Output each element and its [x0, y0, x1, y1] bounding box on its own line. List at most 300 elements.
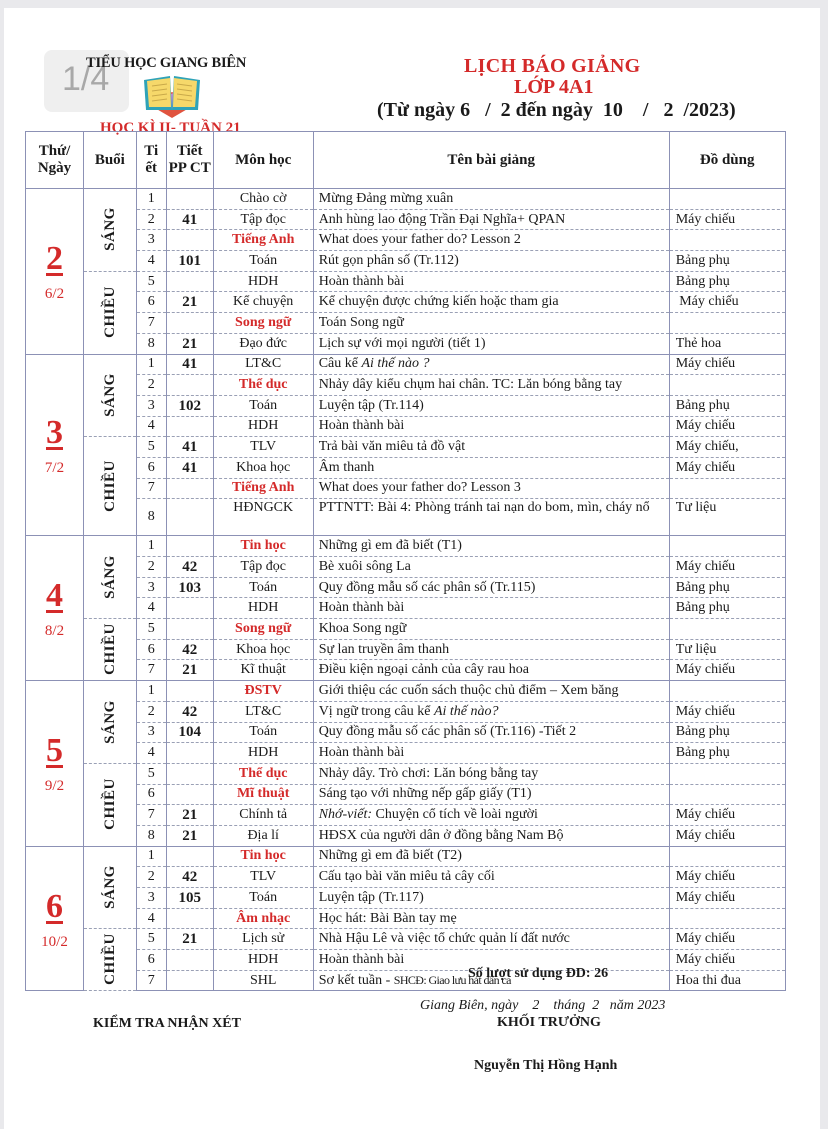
lesson-text: Âm thanh [318, 459, 375, 475]
lesson-title [313, 619, 669, 640]
lesson-title [313, 313, 669, 334]
lesson-text: What does your father do? Lesson 3 [318, 480, 521, 496]
lesson-text: Hoàn thành bài [318, 951, 405, 967]
grade-head-label: KHỐI TRƯỞNG [497, 1015, 601, 1030]
period-number: 4 [136, 251, 166, 272]
ppct-number: 21 [166, 292, 213, 313]
day-number: 5 [46, 732, 63, 770]
table-row [26, 271, 786, 292]
subject-name: Toán [213, 577, 313, 598]
table-row [26, 825, 786, 846]
place-date: Giang Biên, ngày 2 tháng 2 năm 2023 [420, 998, 666, 1013]
subject-name: TLV [213, 437, 313, 458]
period-number: 3 [136, 888, 166, 909]
lesson-text: Khoa Song ngữ [318, 620, 407, 636]
equipment [669, 478, 785, 499]
subject-name: HDH [213, 598, 313, 619]
table-row [26, 375, 786, 396]
equipment: Máy chiếu [669, 867, 785, 888]
lesson-condensed: SHCĐ: Giao lưu hát dân ca [393, 973, 511, 988]
ppct-number [166, 499, 213, 536]
lesson-italic: Ai thế nào ? [361, 356, 430, 372]
lesson-title [313, 763, 669, 784]
session-label: SÁNG [101, 373, 118, 417]
period-number: 1 [136, 846, 166, 867]
ppct-number: 101 [166, 251, 213, 272]
session-cell [84, 846, 137, 929]
table-header-row [26, 132, 786, 189]
session-cell [84, 437, 137, 536]
subject-name: Tin học [213, 846, 313, 867]
period-number: 5 [136, 763, 166, 784]
lesson-text: What does your father do? Lesson 2 [318, 232, 521, 248]
lesson-text: Luyện tập (Tr.114) [318, 397, 424, 413]
lesson-text: Sơ kết tuần - [318, 973, 394, 989]
ppct-number: 42 [166, 701, 213, 722]
review-label: KIỂM TRA NHẬN XÉT [93, 1016, 241, 1031]
period-number: 4 [136, 743, 166, 764]
table-row [26, 639, 786, 660]
schedule-table [25, 131, 786, 991]
lesson-title [313, 660, 669, 681]
subject-name: Tin học [213, 536, 313, 557]
equipment: Máy chiếu [669, 209, 785, 230]
lesson-text: PTTNTT: Bài 4: Phòng tránh tai nạn do bom, mìn, cháy nổ [318, 500, 650, 516]
lesson-text: Nhảy dây. Trò chơi: Lăn bóng bằng tay [318, 765, 539, 781]
equipment [669, 908, 785, 929]
col-header-subject: Môn học [213, 132, 313, 189]
lesson-title [313, 416, 669, 437]
lesson-title [313, 457, 669, 478]
table-row [26, 416, 786, 437]
period-number: 3 [136, 395, 166, 416]
lesson-text: Nhà Hậu Lê và việc tổ chức quản lí đất nước [318, 931, 570, 947]
period-number: 3 [136, 230, 166, 251]
ppct-number [166, 846, 213, 867]
ppct-number [166, 619, 213, 640]
table-row [26, 577, 786, 598]
ppct-number [166, 313, 213, 334]
ppct-number [166, 970, 213, 991]
lesson-text: Lịch sự với mọi người (tiết 1) [318, 335, 486, 351]
equipment: Máy chiếu [669, 416, 785, 437]
subject-name: TLV [213, 867, 313, 888]
lesson-italic-prefix: Nhớ-viết: [318, 807, 373, 823]
ppct-number [166, 536, 213, 557]
period-number: 3 [136, 577, 166, 598]
school-name: TIỂU HỌC GIANG BIÊN [86, 55, 247, 71]
subject-name: Song ngữ [213, 313, 313, 334]
equipment: Máy chiếu [669, 457, 785, 478]
period-number: 7 [136, 805, 166, 826]
day-cell [26, 536, 84, 681]
ppct-number [166, 230, 213, 251]
equipment [669, 619, 785, 640]
ppct-number: 41 [166, 354, 213, 375]
session-label: SÁNG [101, 699, 118, 744]
subject-name: Chào cờ [213, 189, 313, 210]
col-header-day: Thứ/ Ngày [26, 132, 84, 189]
lesson-title [313, 478, 669, 499]
lesson-title [313, 395, 669, 416]
lesson-title [313, 784, 669, 805]
subject-name: Kể chuyện [213, 292, 313, 313]
day-date: 9/2 [44, 778, 65, 795]
subject-name: SHL [213, 970, 313, 991]
table-row [26, 867, 786, 888]
table-row [26, 950, 786, 971]
equipment [669, 189, 785, 210]
lesson-text: Mừng Đảng mừng xuân [318, 190, 454, 206]
lesson-text: Giới thiệu các cuốn sách thuộc chủ điểm – Xem băng [318, 682, 619, 698]
subject-name: Lịch sử [213, 929, 313, 950]
period-number: 1 [136, 536, 166, 557]
lesson-text: Anh hùng lao động Trần Đại Nghĩa+ QPAN [318, 211, 566, 227]
open-book-icon [138, 70, 206, 122]
ppct-number: 103 [166, 577, 213, 598]
period-number: 4 [136, 416, 166, 437]
day-cell [26, 189, 84, 355]
lesson-title [313, 639, 669, 660]
subject-name: Thể dục [213, 375, 313, 396]
session-label: CHIỀU [101, 933, 118, 986]
day-number: 6 [46, 887, 63, 925]
ppct-number [166, 784, 213, 805]
signer-name: Nguyễn Thị Hồng Hạnh [474, 1058, 618, 1073]
lesson-text: Bè xuôi sông La [318, 558, 411, 574]
lesson-title [313, 292, 669, 313]
table-row [26, 499, 786, 536]
period-number: 4 [136, 908, 166, 929]
lesson-title [313, 681, 669, 702]
session-cell [84, 189, 137, 272]
subject-name: Địa lí [213, 825, 313, 846]
equipment: Hoa thi đua [669, 970, 785, 991]
ppct-number: 21 [166, 929, 213, 950]
equipment: Bảng phụ [669, 251, 785, 272]
period-number: 2 [136, 867, 166, 888]
table-row [26, 437, 786, 458]
session-cell [84, 619, 137, 681]
equipment: Máy chiếu [669, 805, 785, 826]
ppct-number [166, 189, 213, 210]
period-number: 5 [136, 619, 166, 640]
session-label: SÁNG [101, 554, 118, 599]
period-number: 1 [136, 189, 166, 210]
equipment: Máy chiếu [669, 950, 785, 971]
lesson-title [313, 230, 669, 251]
equipment: Máy chiếu [669, 660, 785, 681]
day-date: 8/2 [44, 623, 65, 640]
equipment: Máy chiếu, [669, 437, 785, 458]
period-number: 5 [136, 271, 166, 292]
period-number: 7 [136, 313, 166, 334]
table-row [26, 970, 786, 991]
lesson-text: Điều kiện ngoại cảnh của cây rau hoa [318, 662, 529, 678]
ppct-number [166, 598, 213, 619]
period-number: 6 [136, 950, 166, 971]
subject-name: Tiếng Anh [213, 230, 313, 251]
equipment: Bảng phụ [669, 395, 785, 416]
ppct-number [166, 375, 213, 396]
subject-name: LT&C [213, 354, 313, 375]
class-label: LỚP 4A1 [514, 76, 594, 98]
day-date: 7/2 [44, 459, 65, 476]
subject-name: Song ngữ [213, 619, 313, 640]
period-number: 2 [136, 557, 166, 578]
lesson-text: Nhảy dây kiểu chụm hai chân. TC: Lăn bóng bằng tay [318, 377, 623, 393]
ppct-number: 41 [166, 457, 213, 478]
table-row [26, 313, 786, 334]
subject-name: HDH [213, 416, 313, 437]
lesson-text: Vị ngữ trong câu kể [318, 703, 434, 719]
table-row [26, 619, 786, 640]
lesson-text: Sáng tạo với những nếp gấp giấy (T1) [318, 786, 532, 802]
equipment: Bảng phụ [669, 577, 785, 598]
table-row [26, 722, 786, 743]
col-header-period: Ti ết [136, 132, 166, 189]
lesson-text: Hoàn thành bài [318, 600, 405, 616]
session-cell [84, 536, 137, 619]
table-row [26, 908, 786, 929]
ppct-number: 42 [166, 557, 213, 578]
semester-week-label: HỌC KÌ II- TUẦN 21 [100, 120, 241, 136]
session-label: SÁNG [101, 207, 118, 252]
subject-name: Tiếng Anh [213, 478, 313, 499]
subject-name: Toán [213, 722, 313, 743]
equipment [669, 681, 785, 702]
table-row [26, 209, 786, 230]
subject-name: Âm nhạc [213, 908, 313, 929]
subject-name: Khoa học [213, 457, 313, 478]
period-number: 8 [136, 499, 166, 536]
lesson-title [313, 743, 669, 764]
subject-name: Thể dục [213, 763, 313, 784]
period-number: 8 [136, 333, 166, 354]
period-number: 7 [136, 970, 166, 991]
period-number: 6 [136, 457, 166, 478]
lesson-title [313, 536, 669, 557]
lesson-text: Chuyện cổ tích về loài người [372, 807, 538, 823]
lesson-title [313, 209, 669, 230]
session-cell [84, 354, 137, 437]
period-number: 5 [136, 437, 166, 458]
equipment: Máy chiếu [669, 888, 785, 909]
equipment [669, 230, 785, 251]
equipment: Tư liệu [669, 639, 785, 660]
equipment: Bảng phụ [669, 743, 785, 764]
ppct-number: 102 [166, 395, 213, 416]
schedule-body [26, 189, 786, 991]
ppct-number [166, 416, 213, 437]
session-cell [84, 271, 137, 354]
subject-name: HĐNGCK [213, 499, 313, 536]
subject-name: HDH [213, 271, 313, 292]
ppct-number: 41 [166, 209, 213, 230]
table-row [26, 846, 786, 867]
subject-name: Chính tả [213, 805, 313, 826]
subject-name: Toán [213, 395, 313, 416]
lesson-text: HĐSX của người dân ở đồng bằng Nam Bộ [318, 827, 564, 843]
ppct-number: 21 [166, 825, 213, 846]
lesson-title [313, 333, 669, 354]
table-row [26, 701, 786, 722]
period-number: 5 [136, 929, 166, 950]
table-row [26, 660, 786, 681]
period-number: 1 [136, 354, 166, 375]
period-number: 1 [136, 681, 166, 702]
lesson-title [313, 577, 669, 598]
lesson-title [313, 437, 669, 458]
lesson-text: Kể chuyện được chứng kiến hoặc tham gia [318, 294, 559, 310]
ppct-number [166, 681, 213, 702]
lesson-text: Những gì em đã biết (T2) [318, 848, 462, 864]
ppct-number: 42 [166, 639, 213, 660]
lesson-title [313, 557, 669, 578]
subject-name: Toán [213, 251, 313, 272]
document-title: LỊCH BÁO GIẢNG [464, 55, 641, 77]
lesson-title [313, 499, 669, 536]
lesson-text: Cấu tạo bài văn miêu tả cây cối [318, 869, 495, 885]
page-indicator: 1/4 [44, 50, 129, 112]
ppct-number [166, 908, 213, 929]
equipment: Máy chiếu [669, 354, 785, 375]
table-row [26, 743, 786, 764]
period-number: 6 [136, 784, 166, 805]
ppct-number: 105 [166, 888, 213, 909]
lesson-title [313, 354, 669, 375]
session-cell [84, 763, 137, 846]
equipment: Tư liệu [669, 499, 785, 536]
ppct-number: 21 [166, 660, 213, 681]
period-number: 7 [136, 478, 166, 499]
day-number: 4 [46, 577, 63, 615]
lesson-text: Hoàn thành bài [318, 745, 405, 761]
ppct-number: 104 [166, 722, 213, 743]
col-header-lesson: Tên bài giảng [313, 132, 669, 189]
subject-name: Tập đọc [213, 209, 313, 230]
day-cell [26, 681, 84, 847]
session-cell [84, 681, 137, 764]
subject-name: Tập đọc [213, 557, 313, 578]
table-row [26, 292, 786, 313]
equipment: Máy chiếu [669, 292, 785, 313]
equipment: Bảng phụ [669, 722, 785, 743]
equipment [669, 763, 785, 784]
table-row [26, 189, 786, 210]
equipment: Máy chiếu [669, 701, 785, 722]
period-number: 8 [136, 825, 166, 846]
day-number: 3 [46, 413, 63, 451]
table-row [26, 763, 786, 784]
equipment [669, 536, 785, 557]
day-date: 6/2 [44, 286, 65, 303]
ppct-number: 42 [166, 867, 213, 888]
period-number: 2 [136, 209, 166, 230]
lesson-text: Luyện tập (Tr.117) [318, 889, 424, 905]
period-number: 7 [136, 660, 166, 681]
equipment: Bảng phụ [669, 271, 785, 292]
session-label: CHIỀU [101, 623, 118, 675]
period-number: 6 [136, 639, 166, 660]
subject-name: Kĩ thuật [213, 660, 313, 681]
lesson-title [313, 701, 669, 722]
equipment [669, 784, 785, 805]
col-header-ppct: Tiết PP CT [166, 132, 213, 189]
day-cell [26, 846, 84, 991]
lesson-title [313, 888, 669, 909]
lesson-text: Hoàn thành bài [318, 418, 405, 434]
ppct-number: 41 [166, 437, 213, 458]
lesson-text: Những gì em đã biết (T1) [318, 538, 462, 554]
equipment-usage-count: Số lượt sử dụng ĐD: 26 [468, 966, 609, 981]
table-row [26, 395, 786, 416]
table-row [26, 536, 786, 557]
ppct-number [166, 271, 213, 292]
lesson-title [313, 598, 669, 619]
table-row [26, 784, 786, 805]
table-row [26, 557, 786, 578]
ppct-number: 21 [166, 333, 213, 354]
subject-name: LT&C [213, 701, 313, 722]
day-cell [26, 354, 84, 536]
lesson-title [313, 271, 669, 292]
col-header-equipment: Đồ dùng [669, 132, 785, 189]
table-row [26, 354, 786, 375]
table-row [26, 333, 786, 354]
table-row [26, 251, 786, 272]
table-row [26, 457, 786, 478]
subject-name: Mĩ thuật [213, 784, 313, 805]
subject-name: HDH [213, 743, 313, 764]
lesson-text: Quy đồng mẫu số các phân số (Tr.116) -Tiết 2 [318, 724, 577, 740]
equipment [669, 846, 785, 867]
subject-name: Toán [213, 888, 313, 909]
equipment: Bảng phụ [669, 598, 785, 619]
lesson-title [313, 929, 669, 950]
lesson-italic: Ai thế nào? [433, 703, 499, 719]
ppct-number [166, 763, 213, 784]
subject-name: Đạo đức [213, 333, 313, 354]
subject-name: Khoa học [213, 639, 313, 660]
ppct-number [166, 743, 213, 764]
equipment: Máy chiếu [669, 557, 785, 578]
col-header-session: Buổi [84, 132, 137, 189]
day-number: 2 [46, 240, 63, 278]
session-label: SÁNG [101, 865, 118, 909]
lesson-text: Học hát: Bài Bàn tay mẹ [318, 910, 457, 926]
lesson-title [313, 825, 669, 846]
table-row [26, 805, 786, 826]
lesson-text: Hoàn thành bài [318, 273, 405, 289]
lesson-title [313, 805, 669, 826]
period-number: 2 [136, 701, 166, 722]
lesson-text: Rút gọn phân số (Tr.112) [318, 252, 459, 268]
lesson-title [313, 722, 669, 743]
session-label: CHIỀU [101, 778, 118, 831]
lesson-title [313, 189, 669, 210]
ppct-number [166, 950, 213, 971]
table-row [26, 478, 786, 499]
table-row [26, 681, 786, 702]
session-label: CHIỀU [101, 459, 118, 512]
session-label: CHIỀU [101, 286, 118, 338]
lesson-text: Trả bài văn miêu tả đồ vật [318, 439, 466, 455]
table-row [26, 598, 786, 619]
equipment [669, 375, 785, 396]
lesson-text: Sự lan truyền âm thanh [318, 641, 450, 657]
lesson-title [313, 867, 669, 888]
